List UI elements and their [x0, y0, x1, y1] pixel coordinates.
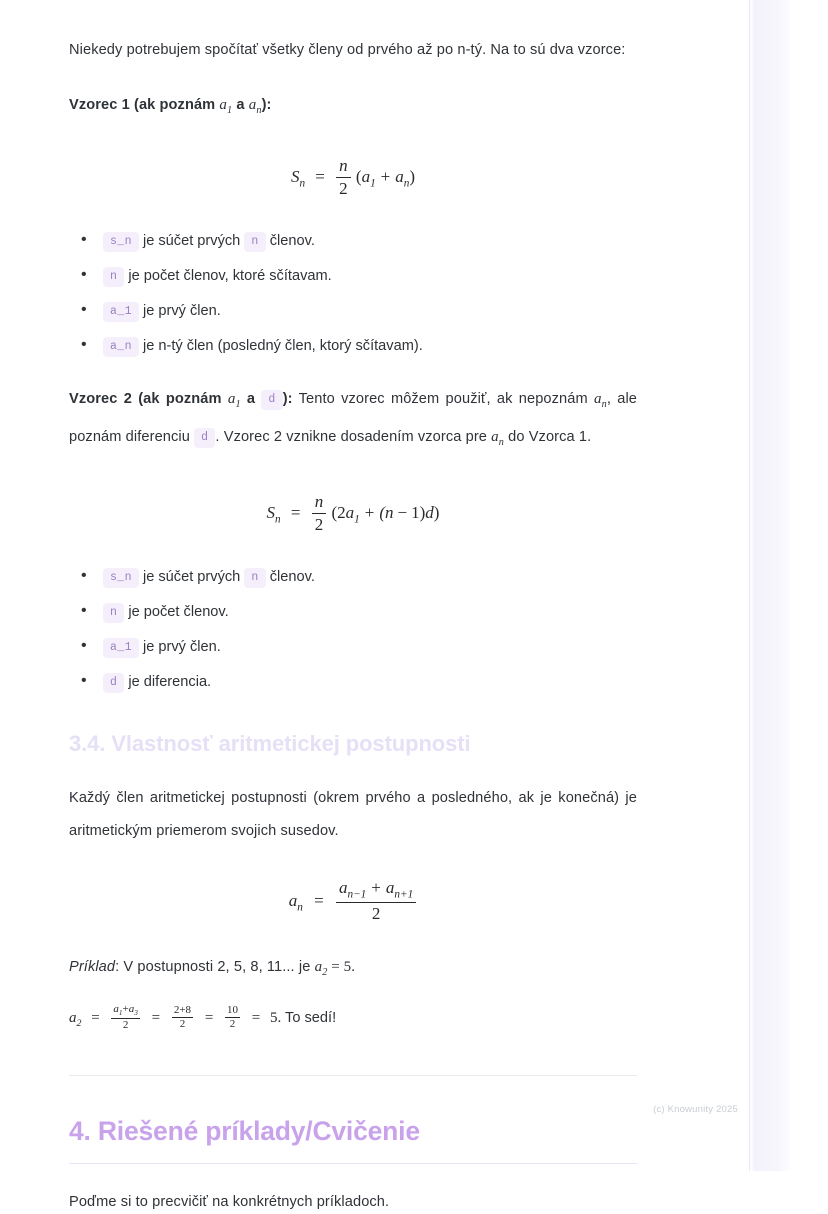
intro-paragraph: Niekedy potrebujem spočítať všetky členy od prvého až po n-tý. Na to sú dva vzorce:	[69, 42, 626, 58]
formula2-var-an-second: $a_n$	[491, 429, 504, 449]
computation-fraction-1: $\frac{a_1+a_3}{2}$	[113, 1003, 138, 1031]
formula1-var-a1: $a_1$	[219, 97, 233, 116]
formula2-text3: . Vzorec 2 vznikne dosadením vzorca pre	[215, 429, 492, 446]
computation-fraction-3: $\frac{10}{2}$	[227, 1003, 239, 1031]
formula2-fraction: $\frac{n}{2}$	[312, 492, 327, 534]
formula2-rhs-minus: −	[397, 503, 408, 523]
list-item-text-after: členov.	[265, 569, 315, 586]
formula1-label-prefix: Vzorec 1 (ak poznám	[69, 97, 220, 113]
code-badge-s-n: s_n	[103, 232, 139, 252]
code-badge-d: d	[261, 390, 282, 410]
formula2-rhs-plus: +	[364, 503, 375, 523]
formula1-label-mid: a	[232, 97, 249, 113]
code-badge-n: n	[103, 267, 124, 287]
formula2-rhs-one: 1)	[411, 503, 426, 523]
formula1-var-an: $a_n$	[248, 97, 262, 116]
list-item	[69, 672, 637, 693]
formula2-text1: Tento vzorec môžem použiť, ak nepoznám	[292, 391, 594, 408]
computation-eq-1: =	[91, 1010, 100, 1026]
code-badge-n: n	[244, 232, 265, 252]
formula1-lhs: $S_n$	[290, 166, 306, 190]
formula-sum-first-last	[69, 157, 637, 199]
list-item-text: je súčet prvých	[138, 233, 245, 250]
formula1-rhs-an: $a_n$	[395, 166, 410, 190]
formula1-rhs-a1: $a_1$	[361, 166, 376, 190]
example-label: Príklad	[69, 959, 116, 976]
code-badge-n: n	[244, 568, 265, 588]
list-item	[69, 602, 637, 623]
footer-copyright: (c) Knowunity 2025	[653, 1104, 738, 1115]
code-badge-s-n: s_n	[103, 568, 139, 588]
list-item-text: je súčet prvých	[138, 569, 245, 586]
formula2-rhs-close: )	[433, 503, 440, 523]
formula2-var-a1: $a_1$	[227, 391, 241, 411]
formula1-variable-list	[69, 231, 637, 357]
list-item	[69, 301, 637, 322]
code-badge-a-1: a_1	[103, 638, 139, 658]
formula-sum-with-difference	[69, 493, 637, 535]
computation-line	[69, 1004, 637, 1037]
page-right-margin	[790, 0, 828, 1171]
list-item	[69, 567, 637, 588]
list-item-text-after: členov.	[265, 233, 315, 250]
formula1-equals: =	[315, 166, 325, 186]
formula2-bold-mid: a	[240, 391, 262, 408]
formula2-text2: , ale poznám diferenciu	[69, 391, 638, 446]
formula3-fraction	[336, 878, 416, 924]
example-line	[69, 955, 637, 985]
example-value: = 5.	[327, 959, 356, 976]
formula1-label-suffix: ):	[261, 97, 272, 113]
section-heading-3-4: 3.4. Vlastnosť aritmetickej postupnosti	[69, 731, 471, 757]
example-colon: :	[115, 959, 120, 976]
formula2-bold-prefix: Vzorec 2 (ak poznám	[69, 391, 228, 408]
formula2-paragraph	[69, 383, 637, 459]
formula3-equals: =	[314, 891, 324, 911]
code-badge-d-second: d	[194, 428, 215, 448]
formula2-rhs-open: (2	[331, 503, 346, 523]
formula2-var-an: $a_n$	[594, 391, 607, 411]
list-item-text: je diferencia.	[124, 674, 212, 691]
formula3-numerator: $a_{n-1} + a_{n+1}$	[336, 878, 416, 903]
document-content	[69, 34, 637, 1214]
list-item-text: je prvý člen.	[138, 639, 221, 656]
computation-eq-4: =	[251, 1010, 261, 1026]
example-text: V postupnosti 2, 5, 8, 11... je	[119, 959, 315, 976]
example-var-a2: $a_2$	[314, 959, 328, 979]
list-item	[69, 637, 637, 658]
code-badge-n: n	[103, 603, 124, 623]
code-badge-a-1: a_1	[103, 302, 139, 322]
list-item	[69, 336, 637, 357]
closing-paragraph: Poďme si to precvičiť na konkrétnych príkladoch.	[69, 1194, 390, 1210]
formula1-rhs-close: )	[409, 166, 416, 186]
computation-result: 5.	[270, 1010, 282, 1026]
formula2-text4: do Vzorca 1.	[503, 429, 592, 446]
computation-eq-2: =	[151, 1010, 161, 1026]
paragraph-3-4: Každý člen aritmetickej postupnosti (okrem prvého a posledného, ak je konečná) je aritmetickým priemerom svojich susedov.	[69, 790, 637, 840]
formula2-rhs-a1: $a_1$	[345, 503, 360, 526]
formula2-lhs: $S_n$	[266, 503, 281, 526]
formula-arithmetic-mean	[69, 879, 637, 925]
formula2-bold-suffix: ):	[282, 391, 293, 408]
computation-tail: To sedí!	[281, 1010, 337, 1026]
page-right-edge-band	[749, 0, 790, 1171]
code-badge-a-n: a_n	[103, 337, 139, 357]
computation-eq-3: =	[204, 1010, 214, 1026]
computation-lhs: $a_2$	[69, 1010, 82, 1029]
formula1-rhs-open: (	[355, 166, 362, 186]
section-heading-4: 4. Riešené príklady/Cvičenie	[69, 1116, 420, 1146]
formula3-denominator: 2	[371, 904, 381, 924]
formula1-fraction: $\frac{n}{2}$	[336, 156, 351, 198]
list-item-text: je n-tý člen (posledný člen, ktorý sčítavam).	[138, 338, 423, 355]
formula2-rhs-paren-n: (n	[379, 503, 394, 523]
list-item	[69, 266, 637, 287]
list-item	[69, 231, 637, 252]
formula1-label	[69, 89, 637, 127]
code-badge-d: d	[103, 673, 124, 693]
formula2-rhs-d: d	[425, 503, 434, 523]
formula3-lhs: $a_n$	[288, 891, 303, 914]
formula2-variable-list	[69, 567, 637, 693]
list-item-text: je počet členov.	[124, 604, 229, 621]
list-item-text: je počet členov, ktoré sčítavam.	[124, 268, 332, 285]
computation-fraction-2: $\frac{2+8}{2}$	[173, 1003, 192, 1031]
formula1-rhs-plus: +	[380, 166, 391, 186]
list-item-text: je prvý člen.	[138, 303, 221, 320]
formula2-equals: =	[290, 503, 301, 523]
